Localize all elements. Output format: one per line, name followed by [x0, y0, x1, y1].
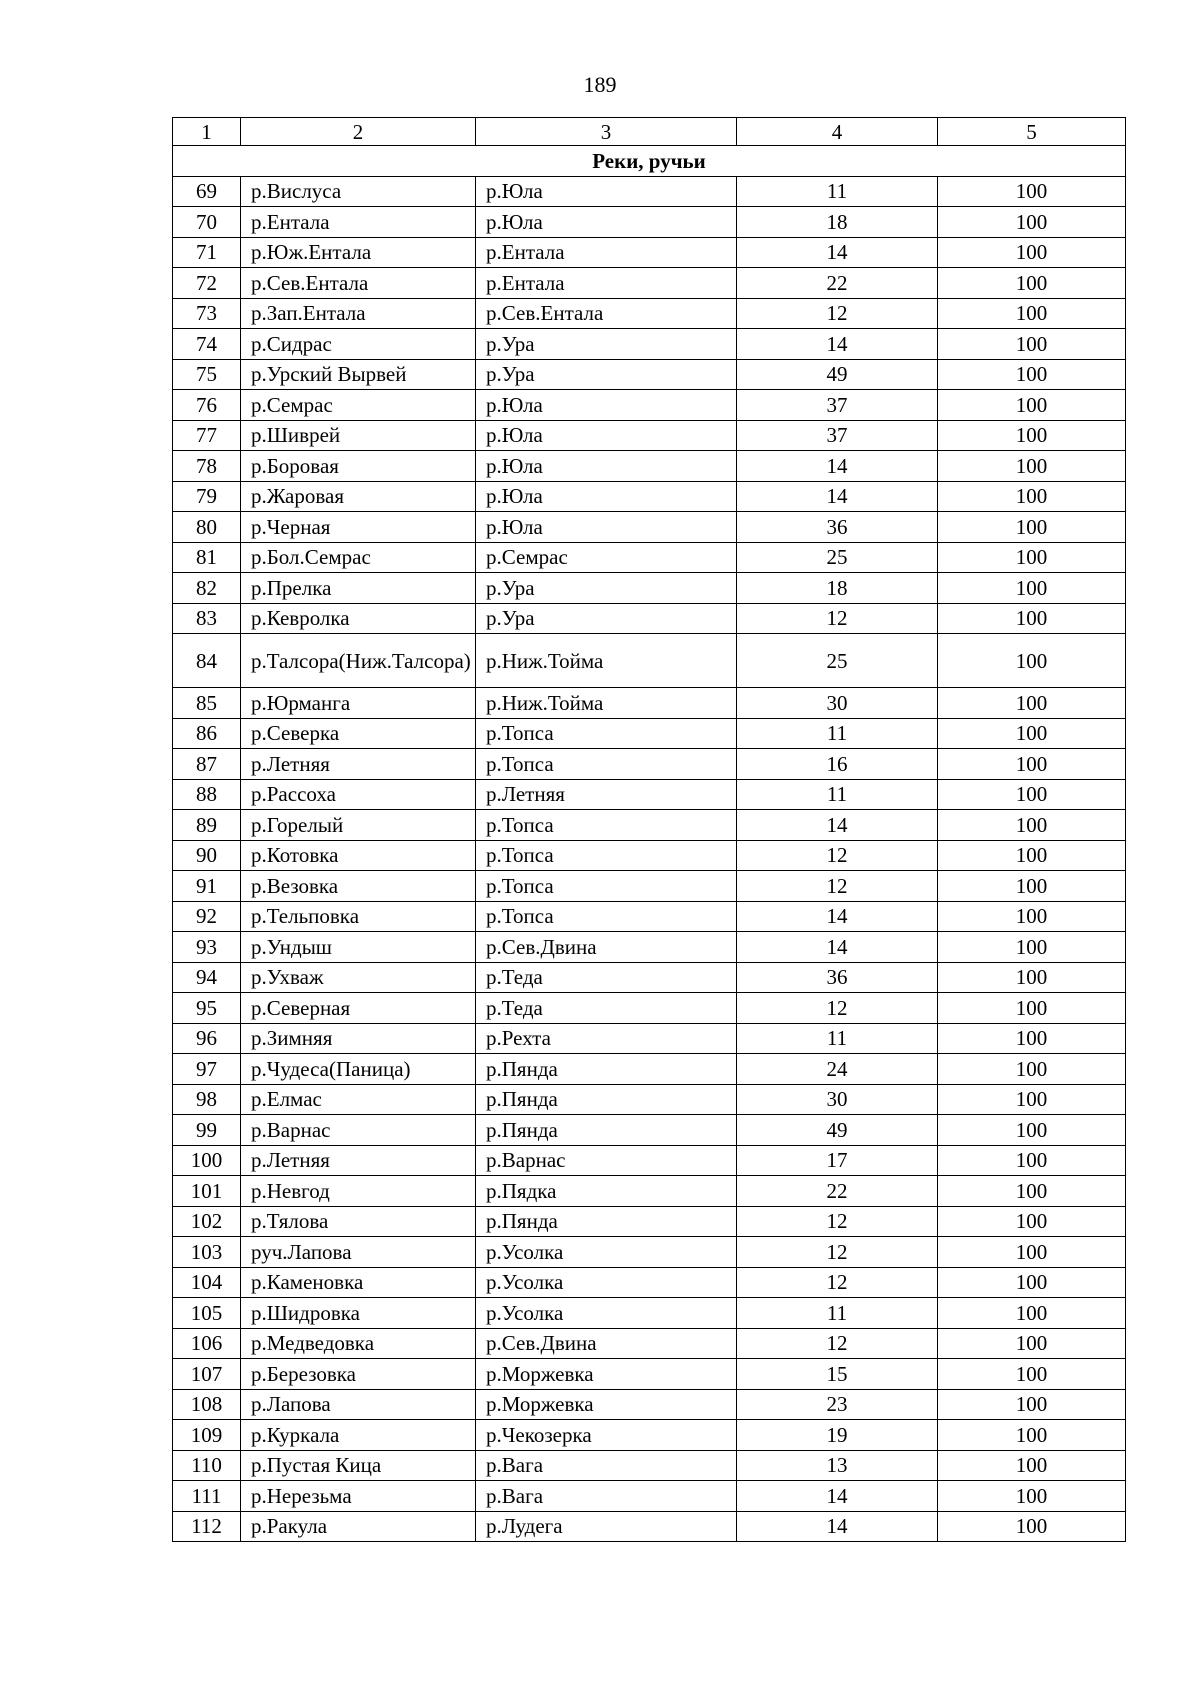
table-row — [173, 329, 1126, 360]
protection-zone-width: 100 — [938, 1420, 1126, 1451]
row-number: 104 — [173, 1267, 241, 1298]
header-col-2: 2 — [241, 118, 476, 146]
protection-zone-width: 100 — [938, 1481, 1126, 1512]
flows-into: р.Пянда — [476, 1084, 737, 1115]
flows-into: р.Юла — [476, 512, 737, 543]
protection-zone-width: 100 — [938, 390, 1126, 421]
table-row — [173, 603, 1126, 634]
row-number: 103 — [173, 1237, 241, 1268]
table-row — [173, 871, 1126, 902]
table-row — [173, 1511, 1126, 1542]
flows-into: р.Сев.Двина — [476, 1328, 737, 1359]
river-length: 37 — [737, 390, 938, 421]
river-length: 12 — [737, 993, 938, 1024]
protection-zone-width: 100 — [938, 1328, 1126, 1359]
flows-into: р.Ентала — [476, 237, 737, 268]
river-length: 14 — [737, 329, 938, 360]
row-number: 74 — [173, 329, 241, 360]
row-number: 80 — [173, 512, 241, 543]
river-length: 12 — [737, 1237, 938, 1268]
table-row — [173, 420, 1126, 451]
river-length: 11 — [737, 176, 938, 207]
table-row — [173, 1084, 1126, 1115]
protection-zone-width: 100 — [938, 1084, 1126, 1115]
table-row — [173, 1023, 1126, 1054]
protection-zone-width: 100 — [938, 237, 1126, 268]
river-name: р.Шиврей — [241, 420, 476, 451]
flows-into: р.Сев.Двина — [476, 932, 737, 963]
table-row — [173, 237, 1126, 268]
river-length: 36 — [737, 962, 938, 993]
flows-into: р.Вага — [476, 1481, 737, 1512]
river-length: 22 — [737, 1176, 938, 1207]
flows-into: р.Юла — [476, 207, 737, 238]
protection-zone-width: 100 — [938, 1176, 1126, 1207]
row-number: 70 — [173, 207, 241, 238]
flows-into: р.Пянда — [476, 1206, 737, 1237]
river-length: 12 — [737, 840, 938, 871]
protection-zone-width: 100 — [938, 1267, 1126, 1298]
river-length: 36 — [737, 512, 938, 543]
protection-zone-width: 100 — [938, 749, 1126, 780]
river-length: 49 — [737, 1115, 938, 1146]
protection-zone-width: 100 — [938, 993, 1126, 1024]
row-number: 87 — [173, 749, 241, 780]
flows-into: р.Рехта — [476, 1023, 737, 1054]
table-row — [173, 512, 1126, 543]
protection-zone-width: 100 — [938, 176, 1126, 207]
protection-zone-width: 100 — [938, 603, 1126, 634]
flows-into: р.Усолка — [476, 1237, 737, 1268]
river-name: р.Сидрас — [241, 329, 476, 360]
river-length: 12 — [737, 1328, 938, 1359]
protection-zone-width: 100 — [938, 1145, 1126, 1176]
header-col-5: 5 — [938, 118, 1126, 146]
table-row — [173, 1237, 1126, 1268]
row-number: 97 — [173, 1054, 241, 1085]
river-length: 24 — [737, 1054, 938, 1085]
flows-into: р.Ура — [476, 573, 737, 604]
protection-zone-width: 100 — [938, 688, 1126, 719]
flows-into: р.Чекозерка — [476, 1420, 737, 1451]
river-name: р.Вислуса — [241, 176, 476, 207]
river-length: 23 — [737, 1389, 938, 1420]
river-name: р.Урский Вырвей — [241, 359, 476, 390]
table-row — [173, 1450, 1126, 1481]
table-row — [173, 718, 1126, 749]
river-name: р.Невгод — [241, 1176, 476, 1207]
river-name: р.Семрас — [241, 390, 476, 421]
river-name: р.Черная — [241, 512, 476, 543]
row-number: 99 — [173, 1115, 241, 1146]
row-number: 86 — [173, 718, 241, 749]
row-number: 94 — [173, 962, 241, 993]
table-row — [173, 993, 1126, 1024]
header-col-1: 1 — [173, 118, 241, 146]
river-name: р.Бол.Семрас — [241, 542, 476, 573]
row-number: 106 — [173, 1328, 241, 1359]
row-number: 102 — [173, 1206, 241, 1237]
river-length: 14 — [737, 901, 938, 932]
river-length: 11 — [737, 1298, 938, 1329]
table-row — [173, 268, 1126, 299]
river-name: р.Чудеса(Паница) — [241, 1054, 476, 1085]
river-length: 25 — [737, 634, 938, 688]
protection-zone-width: 100 — [938, 718, 1126, 749]
table-row — [173, 840, 1126, 871]
row-number: 110 — [173, 1450, 241, 1481]
row-number: 81 — [173, 542, 241, 573]
river-length: 11 — [737, 718, 938, 749]
river-length: 25 — [737, 542, 938, 573]
river-name: р.Сев.Ентала — [241, 268, 476, 299]
protection-zone-width: 100 — [938, 1054, 1126, 1085]
river-name: р.Нерезьма — [241, 1481, 476, 1512]
river-length: 30 — [737, 688, 938, 719]
river-name: р.Куркала — [241, 1420, 476, 1451]
river-length: 13 — [737, 1450, 938, 1481]
flows-into: р.Топса — [476, 871, 737, 902]
row-number: 111 — [173, 1481, 241, 1512]
flows-into: р.Топса — [476, 718, 737, 749]
row-number: 108 — [173, 1389, 241, 1420]
table-row — [173, 749, 1126, 780]
protection-zone-width: 100 — [938, 298, 1126, 329]
table-row — [173, 1206, 1126, 1237]
protection-zone-width: 100 — [938, 1115, 1126, 1146]
river-name: р.Жаровая — [241, 481, 476, 512]
table-row — [173, 573, 1126, 604]
protection-zone-width: 100 — [938, 932, 1126, 963]
table-row — [173, 542, 1126, 573]
river-length: 16 — [737, 749, 938, 780]
row-number: 88 — [173, 779, 241, 810]
protection-zone-width: 100 — [938, 901, 1126, 932]
header-col-3: 3 — [476, 118, 737, 146]
river-length: 14 — [737, 932, 938, 963]
river-name: р.Шидровка — [241, 1298, 476, 1329]
row-number: 77 — [173, 420, 241, 451]
row-number: 89 — [173, 810, 241, 841]
flows-into: р.Топса — [476, 749, 737, 780]
river-name: р.Березовка — [241, 1359, 476, 1390]
river-name: р.Варнас — [241, 1115, 476, 1146]
flows-into: р.Варнас — [476, 1145, 737, 1176]
protection-zone-width: 100 — [938, 573, 1126, 604]
river-name: р.Тялова — [241, 1206, 476, 1237]
river-name: руч.Лапова — [241, 1237, 476, 1268]
row-number: 69 — [173, 176, 241, 207]
protection-zone-width: 100 — [938, 1023, 1126, 1054]
protection-zone-width: 100 — [938, 810, 1126, 841]
flows-into: р.Ура — [476, 329, 737, 360]
river-name: р.Зимняя — [241, 1023, 476, 1054]
row-number: 82 — [173, 573, 241, 604]
flows-into: р.Ура — [476, 359, 737, 390]
river-name: р.Талсора(Ниж.Талсора) — [241, 634, 476, 688]
protection-zone-width: 100 — [938, 634, 1126, 688]
row-number: 109 — [173, 1420, 241, 1451]
flows-into: р.Топса — [476, 810, 737, 841]
table-row — [173, 1054, 1126, 1085]
row-number: 98 — [173, 1084, 241, 1115]
row-number: 90 — [173, 840, 241, 871]
river-length: 18 — [737, 207, 938, 238]
page-number: 189 — [583, 72, 617, 97]
protection-zone-width: 100 — [938, 512, 1126, 543]
table-row — [173, 359, 1126, 390]
table-row — [173, 390, 1126, 421]
flows-into: р.Топса — [476, 901, 737, 932]
flows-into: р.Пянда — [476, 1115, 737, 1146]
row-number: 96 — [173, 1023, 241, 1054]
river-name: р.Пустая Кица — [241, 1450, 476, 1481]
protection-zone-width: 100 — [938, 359, 1126, 390]
section-row — [173, 146, 1126, 177]
river-length: 11 — [737, 1023, 938, 1054]
row-number: 101 — [173, 1176, 241, 1207]
row-number: 112 — [173, 1511, 241, 1542]
river-length: 22 — [737, 268, 938, 299]
table-row — [173, 810, 1126, 841]
river-name: р.Елмас — [241, 1084, 476, 1115]
protection-zone-width: 100 — [938, 1450, 1126, 1481]
flows-into: р.Ниж.Тойма — [476, 688, 737, 719]
protection-zone-width: 100 — [938, 962, 1126, 993]
row-number: 75 — [173, 359, 241, 390]
river-length: 12 — [737, 603, 938, 634]
flows-into: р.Усолка — [476, 1267, 737, 1298]
table-row — [173, 1298, 1126, 1329]
river-length: 14 — [737, 451, 938, 482]
river-name: р.Ундыш — [241, 932, 476, 963]
row-number: 76 — [173, 390, 241, 421]
flows-into: р.Вага — [476, 1450, 737, 1481]
flows-into: р.Моржевка — [476, 1359, 737, 1390]
section-title: Реки, ручьи — [173, 146, 1126, 177]
table-row — [173, 1115, 1126, 1146]
protection-zone-width: 100 — [938, 1237, 1126, 1268]
row-number: 78 — [173, 451, 241, 482]
river-name: р.Ентала — [241, 207, 476, 238]
protection-zone-width: 100 — [938, 1298, 1126, 1329]
flows-into: р.Ура — [476, 603, 737, 634]
row-number: 71 — [173, 237, 241, 268]
table-row — [173, 1420, 1126, 1451]
river-length: 12 — [737, 871, 938, 902]
table-header — [173, 118, 1126, 146]
row-number: 92 — [173, 901, 241, 932]
river-name: р.Летняя — [241, 1145, 476, 1176]
river-name: р.Медведовка — [241, 1328, 476, 1359]
flows-into: р.Юла — [476, 420, 737, 451]
protection-zone-width: 100 — [938, 329, 1126, 360]
protection-zone-width: 100 — [938, 542, 1126, 573]
river-name: р.Лапова — [241, 1389, 476, 1420]
row-number: 93 — [173, 932, 241, 963]
protection-zone-width: 100 — [938, 420, 1126, 451]
river-length: 12 — [737, 1267, 938, 1298]
header-col-4: 4 — [737, 118, 938, 146]
protection-zone-width: 100 — [938, 268, 1126, 299]
protection-zone-width: 100 — [938, 871, 1126, 902]
table-row — [173, 1328, 1126, 1359]
flows-into: р.Пянда — [476, 1054, 737, 1085]
table-row — [173, 634, 1126, 688]
table-row — [173, 176, 1126, 207]
flows-into: р.Семрас — [476, 542, 737, 573]
river-name: р.Рассоха — [241, 779, 476, 810]
river-name: р.Везовка — [241, 871, 476, 902]
river-name: р.Котовка — [241, 840, 476, 871]
protection-zone-width: 100 — [938, 1511, 1126, 1542]
river-length: 18 — [737, 573, 938, 604]
flows-into: р.Ентала — [476, 268, 737, 299]
row-number: 73 — [173, 298, 241, 329]
flows-into: р.Юла — [476, 176, 737, 207]
river-length: 11 — [737, 779, 938, 810]
river-name: р.Прелка — [241, 573, 476, 604]
flows-into: р.Теда — [476, 962, 737, 993]
table-row — [173, 1267, 1126, 1298]
protection-zone-width: 100 — [938, 1389, 1126, 1420]
river-length: 30 — [737, 1084, 938, 1115]
river-name: р.Боровая — [241, 451, 476, 482]
table-row — [173, 779, 1126, 810]
row-number: 100 — [173, 1145, 241, 1176]
flows-into: р.Пядка — [476, 1176, 737, 1207]
protection-zone-width: 100 — [938, 779, 1126, 810]
flows-into: р.Лудега — [476, 1511, 737, 1542]
protection-zone-width: 100 — [938, 451, 1126, 482]
table-row — [173, 298, 1126, 329]
table-row — [173, 207, 1126, 238]
river-name: р.Летняя — [241, 749, 476, 780]
row-number: 95 — [173, 993, 241, 1024]
row-number: 105 — [173, 1298, 241, 1329]
table-row — [173, 481, 1126, 512]
river-length: 12 — [737, 298, 938, 329]
river-name: р.Зап.Ентала — [241, 298, 476, 329]
flows-into: р.Юла — [476, 481, 737, 512]
table-row — [173, 688, 1126, 719]
header-row — [173, 118, 1126, 146]
river-length: 14 — [737, 810, 938, 841]
protection-zone-width: 100 — [938, 840, 1126, 871]
river-length: 12 — [737, 1206, 938, 1237]
table-row — [173, 1176, 1126, 1207]
table-row — [173, 1481, 1126, 1512]
river-name: р.Горелый — [241, 810, 476, 841]
table-body — [173, 146, 1126, 1542]
river-name: р.Юрманга — [241, 688, 476, 719]
flows-into: р.Юла — [476, 451, 737, 482]
river-name: р.Северка — [241, 718, 476, 749]
river-name: р.Юж.Ентала — [241, 237, 476, 268]
row-number: 79 — [173, 481, 241, 512]
row-number: 72 — [173, 268, 241, 299]
rivers-table — [172, 117, 1126, 1542]
row-number: 84 — [173, 634, 241, 688]
flows-into: р.Топса — [476, 840, 737, 871]
flows-into: р.Сев.Ентала — [476, 298, 737, 329]
river-name: р.Северная — [241, 993, 476, 1024]
table-row — [173, 901, 1126, 932]
flows-into: р.Теда — [476, 993, 737, 1024]
river-name: р.Ухваж — [241, 962, 476, 993]
flows-into: р.Ниж.Тойма — [476, 634, 737, 688]
river-length: 14 — [737, 481, 938, 512]
river-length: 49 — [737, 359, 938, 390]
protection-zone-width: 100 — [938, 1206, 1126, 1237]
row-number: 85 — [173, 688, 241, 719]
row-number: 91 — [173, 871, 241, 902]
flows-into: р.Юла — [476, 390, 737, 421]
table-row — [173, 1389, 1126, 1420]
river-name: р.Каменовка — [241, 1267, 476, 1298]
river-length: 17 — [737, 1145, 938, 1176]
table-row — [173, 1145, 1126, 1176]
river-length: 19 — [737, 1420, 938, 1451]
river-length: 14 — [737, 237, 938, 268]
river-name: р.Тельповка — [241, 901, 476, 932]
river-name: р.Кевролка — [241, 603, 476, 634]
row-number: 83 — [173, 603, 241, 634]
river-length: 14 — [737, 1511, 938, 1542]
table-row — [173, 1359, 1126, 1390]
protection-zone-width: 100 — [938, 207, 1126, 238]
table-row — [173, 932, 1126, 963]
table-row — [173, 451, 1126, 482]
river-length: 14 — [737, 1481, 938, 1512]
flows-into: р.Моржевка — [476, 1389, 737, 1420]
flows-into: р.Летняя — [476, 779, 737, 810]
protection-zone-width: 100 — [938, 1359, 1126, 1390]
row-number: 107 — [173, 1359, 241, 1390]
river-length: 37 — [737, 420, 938, 451]
protection-zone-width: 100 — [938, 481, 1126, 512]
river-name: р.Ракула — [241, 1511, 476, 1542]
flows-into: р.Усолка — [476, 1298, 737, 1329]
table-row — [173, 962, 1126, 993]
river-length: 15 — [737, 1359, 938, 1390]
